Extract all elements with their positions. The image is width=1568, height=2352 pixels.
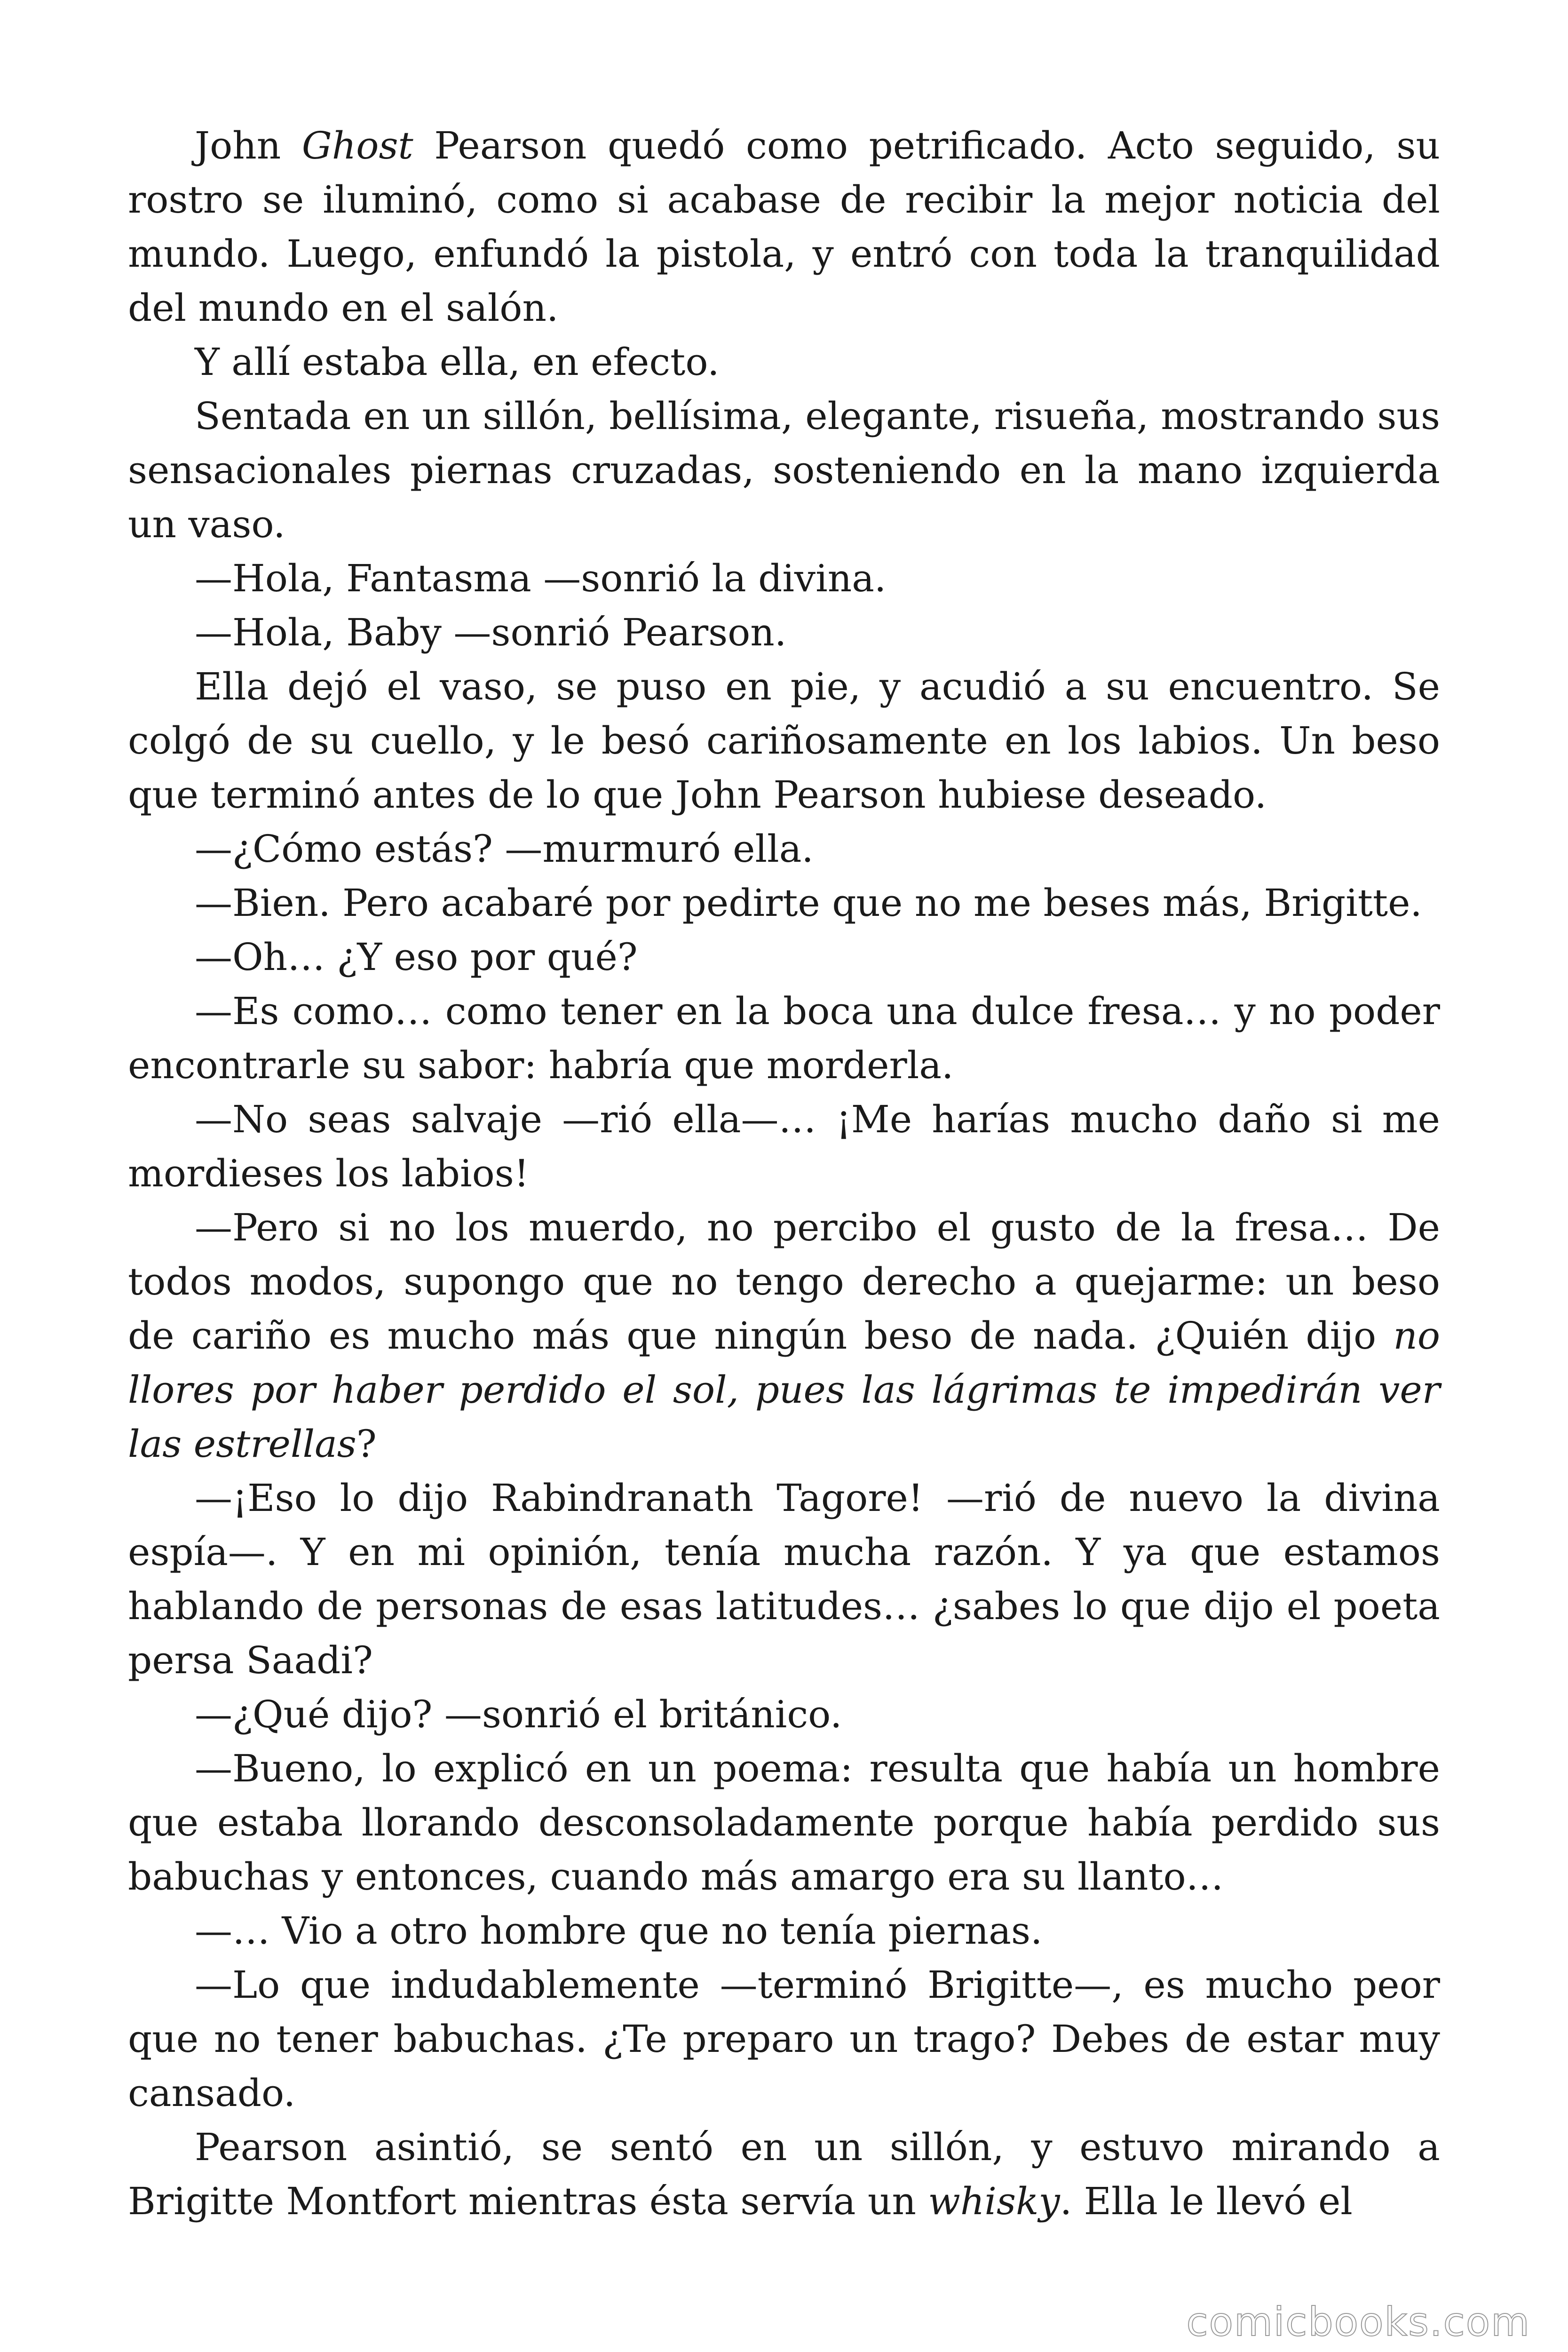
text-run: —¿Qué dijo? —sonrió el británico. <box>195 1692 842 1736</box>
italic-text: no llores por haber perdido el sol, pues las lágrimas te impedirán ver las estrellas <box>128 1314 1440 1466</box>
text-run: —Oh… ¿Y eso por qué? <box>195 935 638 979</box>
paragraph <box>128 551 1440 605</box>
paragraph <box>128 389 1440 551</box>
paragraph <box>128 1687 1440 1741</box>
paragraph <box>128 1471 1440 1687</box>
watermark: comicbooks.com <box>1186 2299 1530 2345</box>
paragraph <box>128 1092 1440 1200</box>
italic-text: whisky <box>928 2179 1060 2223</box>
text-run: —¿Cómo estás? —murmuró ella. <box>195 827 814 871</box>
paragraph <box>128 984 1440 1092</box>
paragraph <box>128 660 1440 822</box>
text-run: —… Vio a otro hombre que no tenía piernas. <box>195 1909 1043 1953</box>
text-run: Pearson quedó como petrificado. Acto seguido, su rostro se iluminó, como si acabase de recibir la mejor noticia del mundo. Luego, enfundó la pistola, y entró con toda la tranquilidad del mundo en el salón. <box>128 124 1440 330</box>
text-run: —No seas salvaje —rió ella—… ¡Me harías mucho daño si me mordieses los labios! <box>128 1097 1440 1195</box>
text-run: —Pero si no los muerdo, no percibo el gusto de la fresa… De todos modos, supongo que no tengo derecho a quejarme: un beso de cariño es mucho más que ningún beso de nada. ¿Quién dijo <box>128 1206 1440 1358</box>
paragraph <box>128 876 1440 930</box>
paragraph <box>128 930 1440 984</box>
text-run: John <box>195 124 302 167</box>
text-run: Ella dejó el vaso, se puso en pie, y acudió a su encuentro. Se colgó de su cuello, y le besó cariñosamente en los labios. Un beso que terminó antes de lo que John Pearson hubiese deseado. <box>128 665 1440 817</box>
text-run: Pearson asintió, se sentó en un sillón, y estuvo mirando a Brigitte Montfort mientras ésta servía un <box>128 2125 1440 2223</box>
paragraph <box>128 605 1440 660</box>
italic-text: Ghost <box>301 124 413 167</box>
text-run: . Ella le llevó el <box>1060 2179 1353 2223</box>
paragraph <box>128 1904 1440 1958</box>
paragraph <box>128 1200 1440 1471</box>
page-body <box>128 119 1440 2228</box>
text-run: ? <box>356 1422 377 1466</box>
text-run: —Es como… como tener en la boca una dulce fresa… y no poder encontrarle su sabor: habría que morderla. <box>128 989 1440 1087</box>
paragraph <box>128 1741 1440 1904</box>
text-run: —Bien. Pero acabaré por pedirte que no me beses más, Brigitte. <box>195 881 1422 925</box>
paragraph <box>128 2120 1440 2228</box>
text-run: Sentada en un sillón, bellísima, elegante, risueña, mostrando sus sensacionales piernas cruzadas, sosteniendo en la mano izquierda un vaso. <box>128 394 1440 546</box>
paragraph <box>128 335 1440 389</box>
paragraph <box>128 822 1440 876</box>
paragraph <box>128 119 1440 335</box>
text-run: —Bueno, lo explicó en un poema: resulta que había un hombre que estaba llorando desconsoladamente porque había perdido sus babuchas y entonces, cuando más amargo era su llanto… <box>128 1747 1440 1899</box>
text-run: —¡Eso lo dijo Rabindranath Tagore! —rió de nuevo la divina espía—. Y en mi opinión, tenía mucha razón. Y ya que estamos hablando de personas de esas latitudes… ¿sabes lo que dijo el poeta persa Saadi? <box>128 1476 1440 1682</box>
paragraph <box>128 1958 1440 2120</box>
text-run: —Hola, Baby —sonrió Pearson. <box>195 611 787 654</box>
text-run: —Hola, Fantasma —sonrió la divina. <box>195 556 887 600</box>
text-run: Y allí estaba ella, en efecto. <box>195 340 720 384</box>
text-run: —Lo que indudablemente —terminó Brigitte—, es mucho peor que no tener babuchas. ¿Te preparo un trago? Debes de estar muy cansado. <box>128 1963 1440 2115</box>
